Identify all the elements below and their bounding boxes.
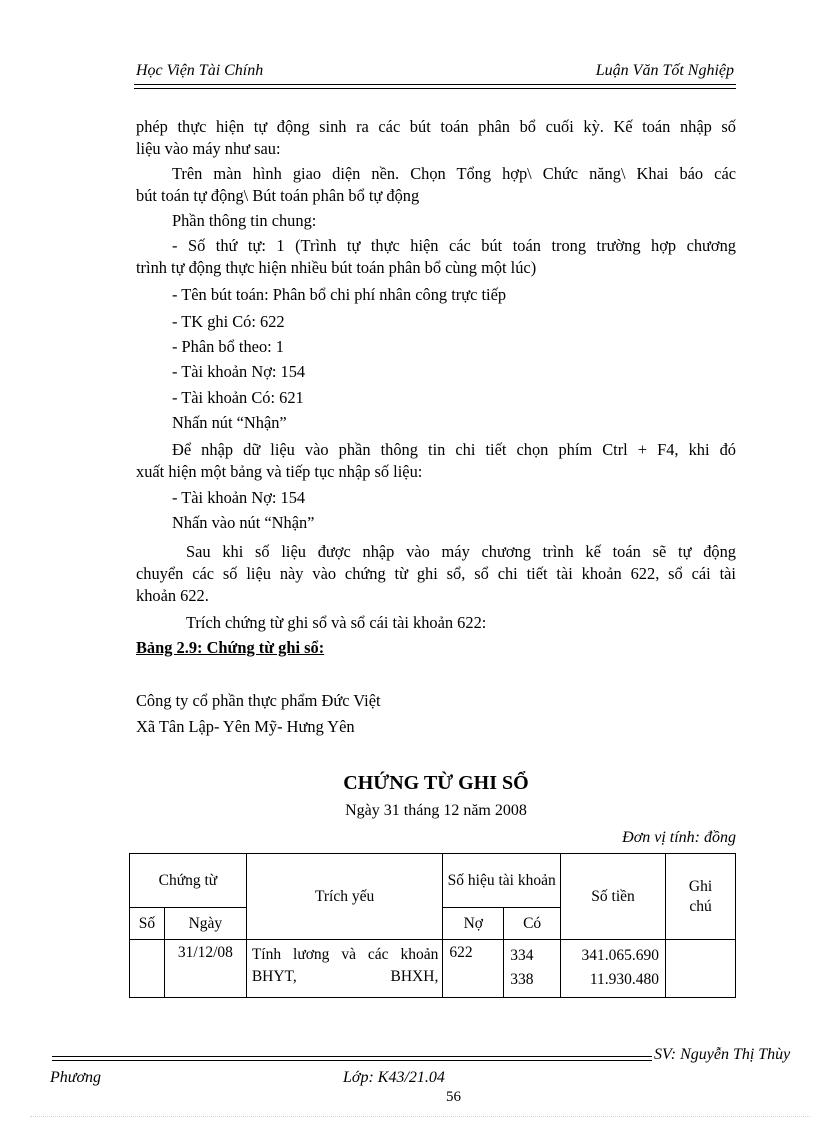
- page-number: 56: [446, 1089, 461, 1105]
- paragraph-line: Nhấn vào nút “Nhận”: [172, 513, 315, 532]
- footer-rule: [52, 1060, 652, 1061]
- currency-unit: Đơn vị tính: đồng: [622, 829, 736, 846]
- paragraph-line: bút toán tự động\ Bút toán phân bổ tự động: [136, 186, 420, 205]
- cell-amount: [561, 940, 666, 998]
- cell-number: [130, 940, 165, 998]
- footer-student: SV: Nguyễn Thị Thùy: [654, 1046, 791, 1063]
- cell-credit: [504, 940, 561, 998]
- paragraph-line: - Số thứ tự: 1 (Trình tự thực hiện các bút toán trong trường hợp chương: [172, 236, 736, 255]
- header-summary: Trích yếu: [246, 854, 443, 940]
- company-address: Xã Tân Lập- Yên Mỹ- Hưng Yên: [136, 717, 355, 736]
- paragraph-line: - Phân bổ theo: 1: [172, 337, 284, 356]
- header-debit: Nợ: [443, 908, 504, 940]
- paragraph-line: Để nhập dữ liệu vào phần thông tin chi tiết chọn phím Ctrl + F4, khi đó: [172, 440, 736, 459]
- footer-student-name-end: Phương: [50, 1069, 102, 1086]
- company-name: Công ty cổ phần thực phẩm Đức Việt: [136, 691, 381, 710]
- header-thesis-label: Luận Văn Tốt Nghiệp: [595, 62, 734, 79]
- paragraph-line: Sau khi số liệu được nhập vào máy chương trình kế toán sẽ tự động: [186, 542, 736, 561]
- cell-credit-1: 334: [510, 947, 534, 964]
- paragraph-line: xuất hiện một bảng và tiếp tục nhập số liệu:: [136, 462, 423, 481]
- cell-debit: 622: [443, 940, 504, 998]
- document-title: CHỨNG TỪ GHI SỔ: [343, 772, 529, 794]
- header-amount: Số tiền: [561, 854, 666, 940]
- header-voucher: Chứng từ: [130, 854, 247, 908]
- table-caption: Bảng 2.9: Chứng từ ghi sổ:: [136, 638, 325, 657]
- cell-credit-2: 338: [510, 971, 534, 988]
- paragraph-line: - TK ghi Có: 622: [172, 312, 285, 331]
- cell-note: [666, 940, 736, 998]
- page-header: [136, 62, 734, 84]
- header-rule: [134, 84, 736, 85]
- paragraph-line: - Tài khoản Nợ: 154: [172, 488, 306, 507]
- paragraph-line: - Tài khoản Nợ: 154: [172, 362, 306, 381]
- paragraph-line: trình tự động thực hiện nhiều bút toán phân bổ cùng một lúc): [136, 258, 537, 277]
- footer-class: Lớp: K43/21.04: [343, 1069, 445, 1086]
- footer-dotted-rule: [30, 1116, 810, 1117]
- header-credit: Có: [504, 908, 561, 940]
- cell-date: 31/12/08: [164, 940, 246, 998]
- paragraph-line: Trích chứng từ ghi sổ và sổ cái tài khoản 622:: [186, 613, 487, 632]
- document-date: Ngày 31 tháng 12 năm 2008: [345, 802, 527, 819]
- paragraph-line: Phần thông tin chung:: [172, 211, 317, 230]
- paragraph-line: Nhấn nút “Nhận”: [172, 413, 287, 432]
- paragraph-line: - Tài khoản Có: 621: [172, 388, 304, 407]
- header-date: Ngày: [164, 908, 246, 940]
- cell-amount-1: 341.065.690: [581, 947, 660, 964]
- paragraph-line: chuyển các số liệu này vào chứng từ ghi sổ, sổ chi tiết tài khoản 622, sổ cái tài: [136, 564, 736, 583]
- paragraph-line: Trên màn hình giao diện nền. Chọn Tổng hợp\ Chức năng\ Khai báo các: [172, 164, 736, 183]
- paragraph-line: phép thực hiện tự động sinh ra các bút toán phân bổ cuối kỳ. Kế toán nhập số: [136, 117, 736, 136]
- header-number: Số: [130, 908, 165, 940]
- cell-summary: [246, 940, 443, 998]
- voucher-table: [129, 853, 736, 998]
- header-note: Ghi chú: [666, 854, 736, 940]
- paragraph-line: khoản 622.: [136, 586, 209, 605]
- paragraph-line: - Tên bút toán: Phân bổ chi phí nhân công trực tiếp: [172, 285, 507, 304]
- cell-summary-text: Tính lương và các khoản BHYT, BHXH,: [251, 946, 439, 985]
- header-institution: Học Viện Tài Chính: [136, 62, 264, 79]
- paragraph-line: liệu vào máy như sau:: [136, 139, 281, 158]
- header-rule-thin: [134, 88, 736, 89]
- table-row: [130, 940, 736, 998]
- footer-rule-thin: [52, 1056, 652, 1057]
- cell-amount-2: 11.930.480: [589, 971, 660, 988]
- header-account: Số hiệu tài khoản: [443, 854, 561, 908]
